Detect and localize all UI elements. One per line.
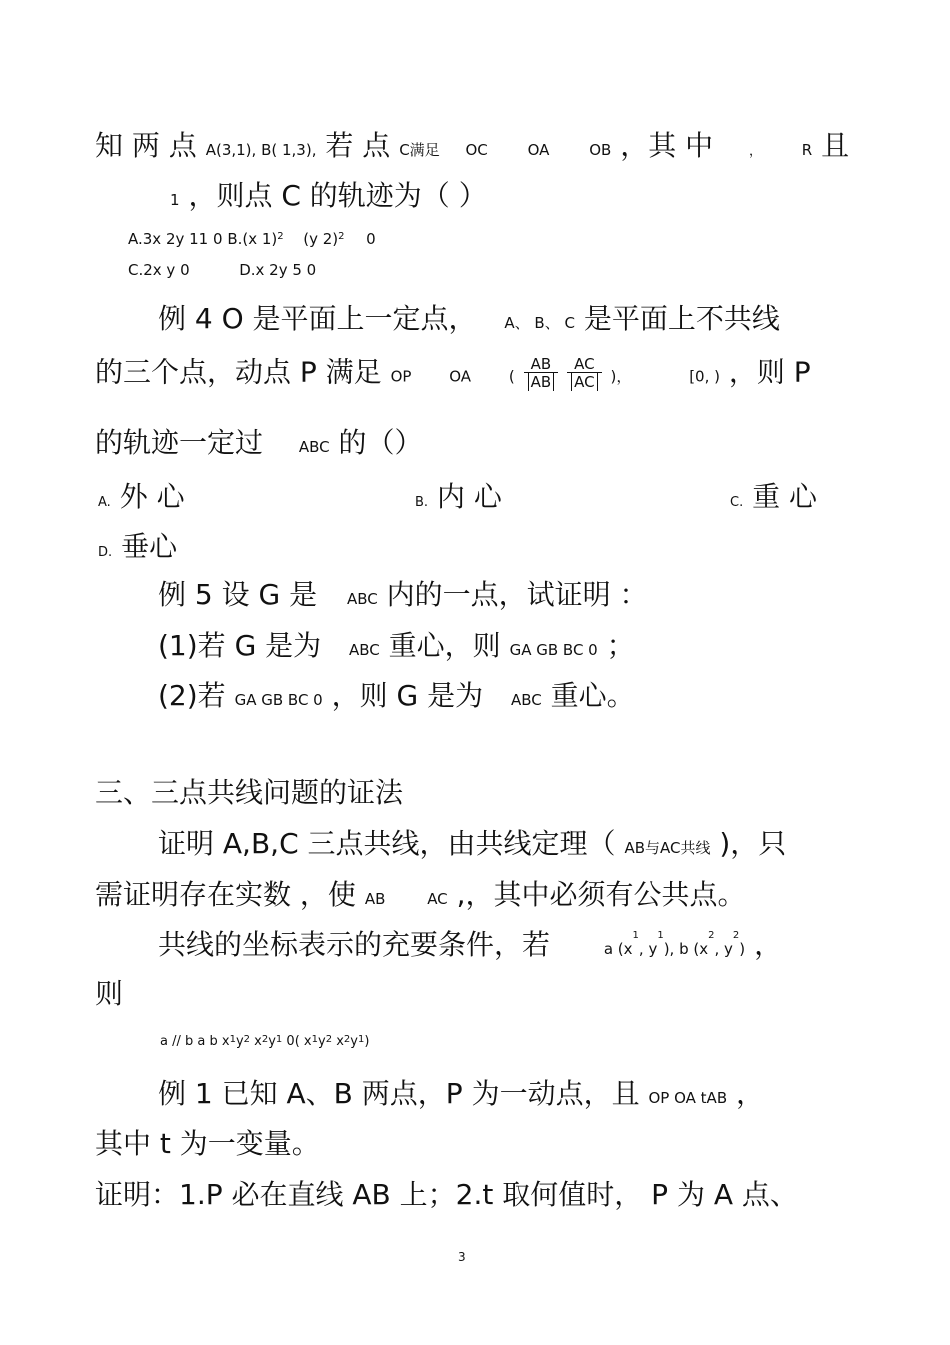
sup: 2 [277,231,284,242]
paren: ( [508,367,515,386]
page-number: 3 [458,1250,466,1264]
paragraph-2 [95,878,746,911]
term: , y [638,940,658,958]
text: ，则 P [728,355,811,389]
triangle: ABC [298,438,330,456]
text: 例 1 已知 A、B 两点，P 为一动点，且 [158,1077,640,1110]
term: a // b a b x [160,1034,230,1049]
example-1-line-2: 其中 t 为一变量。 [95,1127,320,1160]
text: 内的一点，试证明 ： [386,578,648,611]
option-b: B.(x 1) [227,230,278,248]
vector-sum: GA GB BC 0 [509,641,598,659]
term: x [332,1034,344,1049]
numerator: AC [574,355,595,373]
text: 的（） [338,426,423,459]
example-1 [158,1077,765,1110]
vec-a: a (x [603,940,633,958]
choice-c [730,480,818,513]
triangle: ABC [510,691,542,709]
vector-equation: OP OA tAB [648,1089,728,1107]
choice-d [98,530,178,563]
term: , y [714,940,733,958]
text: 证明 A,B,C 三点共线，由共线定理（ [158,827,616,860]
text: 垂心 [121,530,178,563]
example-4-line-2 [95,357,811,390]
term: 0( x [282,1034,312,1049]
sub: 1 [657,930,664,941]
label: C. [730,495,744,510]
options-cd [128,263,316,278]
example-5-part-2 [158,679,635,712]
vec-op: OP [390,367,412,386]
text: (2)若 [158,679,226,712]
sub: 1 [229,1034,236,1045]
choice-a [98,480,185,513]
label: A. [98,495,111,510]
sup: 2 [338,231,345,242]
sub: 2 [343,1034,351,1045]
one: 1 [170,191,180,209]
options-ab [128,232,376,247]
option-c: C.2x y 0 [128,261,190,279]
numerator: AB [530,355,552,373]
text: ，其 中 [620,129,714,162]
text: ， [736,1077,765,1110]
term: y [235,1034,244,1049]
triangle: ABC [348,641,380,659]
text: 例 4 O 是平面上一定点， [158,302,477,335]
text: 共线的坐标表示的充要条件，若 [158,928,551,961]
term: (y 2) [303,230,339,248]
option-d: D.x 2y 5 0 [239,261,317,279]
line-2 [170,179,487,212]
example-5 [158,578,648,611]
real-set: R [801,141,813,159]
denominator: AB [528,373,555,391]
label: B. [415,495,429,510]
text: 重 心 [752,480,818,513]
text: 外 心 [119,480,185,513]
vec-ac: AC [427,890,448,908]
text: 需证明存在实数 ，使 [95,878,356,911]
example-4-line-1 [158,302,780,335]
text: 重心。 [550,679,635,712]
sub: 1 [275,1034,283,1045]
vec-oc: OC [465,141,488,159]
text: 知 两 点 [95,129,197,162]
sub: 1 [311,1034,318,1045]
vector-sum: GA GB BC 0 [234,691,323,709]
sub: 1 [632,930,639,941]
label: D. [98,545,113,560]
sub: 2 [732,930,740,941]
sub: 2 [261,1034,269,1045]
sub: 2 [243,1034,251,1045]
triangle: ABC [346,590,378,608]
text: 且 [821,129,850,162]
vec-b: ), b (x [663,940,709,958]
text: 的三个点，动点 P 满足 [95,355,382,389]
text: )，只 [719,827,787,860]
text: (1)若 G 是为 [158,629,322,662]
points: A、 B、 C [504,314,575,332]
section-3-heading: 三、三点共线问题的证法 [95,776,404,809]
term: ) [364,1034,370,1049]
term: y [268,1034,276,1049]
line-1 [95,129,850,162]
example-5-part-1 [158,629,635,662]
c-condition: C满足 [399,141,440,159]
text: 重心，则 [388,629,501,662]
text: ； [606,629,635,662]
text: 若 点 [325,129,391,162]
option-a: A.3x 2y 11 0 [128,230,223,248]
term: x [250,1034,262,1049]
interval: [0, ) [689,367,720,386]
sub: 1 [357,1034,365,1045]
collinear-formula [160,1035,369,1048]
points-ab: A(3,1), B( 1,3), [205,141,317,159]
fraction-ac [567,357,601,390]
example-1-proof: 证明：1.P 必在直线 AB 上；2.t 取何值时， P 为 A 点、 [95,1178,798,1211]
paren: ) [739,940,746,958]
text: ， [754,928,783,961]
text: ，则点 C 的轨迹为（ ） [188,179,487,212]
paragraph-3-cont: 则 [95,977,124,1010]
vec-ab: AB [364,890,386,908]
paragraph-3 [158,928,783,961]
zero: 0 [366,230,376,248]
text: 的轨迹一定过 [95,426,264,459]
fraction-ab [524,357,559,390]
text: ，则 G 是为 [331,679,484,712]
example-4-line-3 [95,426,423,459]
denominator: AC [571,373,597,391]
text: 是平面上不共线 [583,302,780,335]
vec-oa: OA [527,141,550,159]
term: y [350,1034,358,1049]
comma: ， [748,144,762,159]
sub: 2 [708,930,715,941]
text: ,，其中必须有公共点。 [456,878,746,911]
paren: )， [610,367,632,386]
text: 例 5 设 G 是 [158,578,318,611]
sub: 2 [325,1034,333,1045]
vec-oa: OA [449,367,472,386]
choice-b [415,480,502,513]
collinear-condition: AB与AC共线 [624,839,711,857]
text: 内 心 [436,480,502,513]
term: y [317,1034,326,1049]
paragraph-1 [158,827,787,860]
vec-ob: OB [589,141,612,159]
